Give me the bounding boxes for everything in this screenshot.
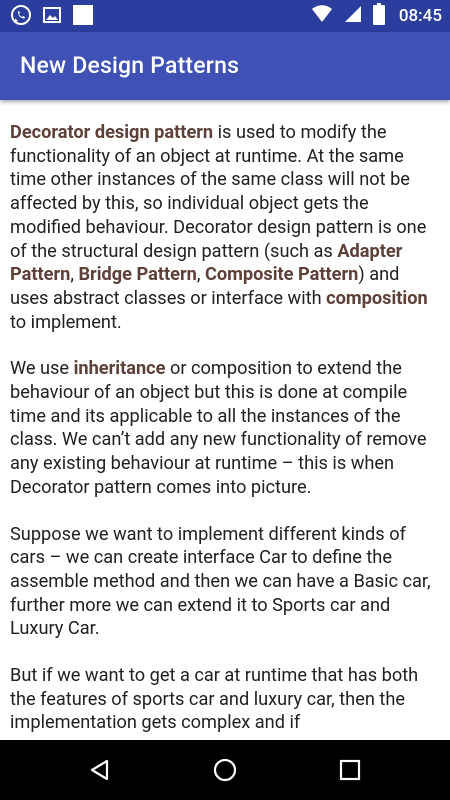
image-icon bbox=[42, 5, 62, 29]
status-bar-left bbox=[10, 4, 94, 30]
term-adapter-pattern: Adapter Pattern bbox=[10, 240, 403, 286]
term-bridge-pattern: Bridge Pattern bbox=[78, 264, 197, 286]
back-icon[interactable] bbox=[86, 756, 114, 784]
term-decorator-pattern: Decorator design pattern bbox=[10, 122, 214, 143]
article-paragraph-3: Suppose we want to implement different kinds of cars – we can create interface Car to define the assemble method and then we can have a Basic car, further more we can extend it to Sports car and Luxury Car. bbox=[10, 523, 431, 640]
wifi-icon bbox=[311, 4, 333, 28]
whatsapp-icon bbox=[10, 4, 32, 30]
article-paragraph-2: We use inheritance or composition to extend the behaviour of an object but this is done at compile time and its applicable to all the instances of the class. We can’t add any new functionality of remove any existing behaviour at runtime – this is when Decorator pattern comes into picture. bbox=[10, 358, 427, 498]
recents-icon[interactable] bbox=[336, 756, 364, 784]
term-inheritance: inheritance bbox=[73, 358, 166, 380]
navigation-bar bbox=[0, 740, 450, 800]
status-time: 08:45 bbox=[398, 6, 442, 26]
battery-icon bbox=[373, 3, 385, 29]
status-bar-right bbox=[311, 3, 442, 29]
article-scroll-view[interactable] bbox=[0, 100, 450, 740]
term-composition: composition bbox=[326, 287, 428, 309]
app-bar bbox=[0, 32, 450, 100]
article-body bbox=[0, 100, 450, 735]
blank-square-icon bbox=[72, 4, 94, 30]
article-paragraph-4: But if we want to get a car at runtime that has both the features of sports car and luxury car, then the implementation gets complex and if bbox=[10, 665, 419, 734]
term-composite-pattern: Composite Pattern bbox=[204, 264, 359, 286]
article-paragraph-1: Decorator design pattern is used to modify the functionality of an object at runtime. At the same time other instances of the same class will not be affected by this, so individual object gets the modified behaviour. Decorator design pattern is one of the structural design pattern (such as Adapter Pattern, Bridge Pattern, Composite Pattern) and uses abstract classes or interface with composition to implement. bbox=[10, 122, 428, 333]
app-title: New Design Patterns bbox=[20, 52, 240, 79]
home-icon[interactable] bbox=[211, 756, 239, 784]
status-bar bbox=[0, 0, 450, 32]
signal-icon bbox=[343, 4, 363, 28]
